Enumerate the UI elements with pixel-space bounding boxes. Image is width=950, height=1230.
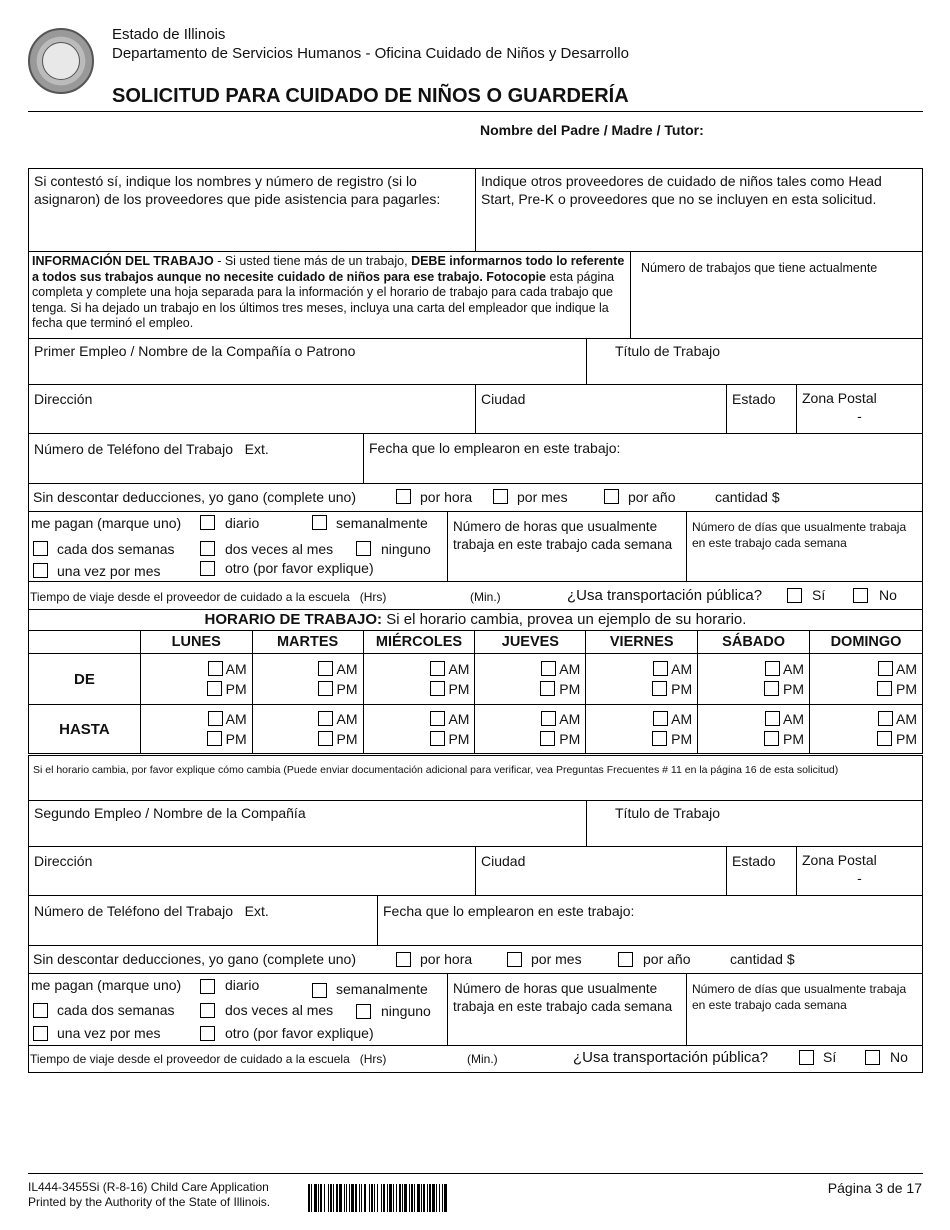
job1-travel-label: Tiempo de viaje desde el proveedor de cuidado a la escuela (Hrs) bbox=[30, 590, 387, 604]
job2-transit-si-checkbox[interactable] bbox=[799, 1050, 814, 1065]
job2-hours-label: Número de horas que usualmente trabaja en este trabajo cada semana bbox=[453, 981, 673, 1014]
job1-earnings-label: Sin descontar deducciones, yo gano (complete uno) bbox=[33, 489, 356, 505]
job1-otro-label: otro (por favor explique) bbox=[225, 560, 374, 576]
job2-por-hora-checkbox[interactable] bbox=[396, 952, 411, 967]
day-header: LUNES bbox=[140, 631, 252, 654]
job2-min-label: (Min.) bbox=[467, 1052, 498, 1066]
schedule-change-note-field[interactable] bbox=[28, 755, 923, 801]
schedule-cell[interactable]: AM PM bbox=[252, 705, 363, 754]
job2-transit-no-checkbox[interactable] bbox=[865, 1050, 880, 1065]
schedule-cell[interactable]: AM PM bbox=[698, 705, 810, 754]
page-number: Página 3 de 17 bbox=[827, 1180, 922, 1196]
schedule-cell[interactable]: AM PM bbox=[363, 654, 475, 705]
footer-rule bbox=[28, 1173, 923, 1174]
job1-paid-label: me pagan (marque uno) bbox=[31, 515, 182, 531]
schedule-cell[interactable]: AM PM bbox=[252, 654, 363, 705]
job2-diario-label: diario bbox=[225, 977, 260, 993]
job2-dos-veces-checkbox[interactable] bbox=[200, 1003, 215, 1018]
work-schedule-table bbox=[28, 630, 923, 754]
job2-phone-field[interactable] bbox=[28, 895, 378, 946]
job2-transit-no-label: No bbox=[890, 1049, 908, 1065]
job1-por-mes-checkbox[interactable] bbox=[493, 489, 508, 504]
day-header: DOMINGO bbox=[810, 631, 923, 654]
job2-transit-si-label: Sí bbox=[823, 1049, 837, 1065]
job2-zip-field[interactable] bbox=[796, 846, 923, 896]
job1-transit-si-label: Sí bbox=[812, 587, 826, 603]
job2-cada-dos-checkbox[interactable] bbox=[33, 1003, 48, 1018]
job2-dos-veces-label: dos veces al mes bbox=[225, 1002, 334, 1018]
job1-days-label: Número de días que usualmente trabaja en este trabajo cada semana bbox=[692, 520, 907, 550]
job-info-instructions bbox=[28, 251, 631, 339]
job1-cantidad-label: cantidad $ bbox=[715, 489, 780, 505]
job2-title-field[interactable] bbox=[586, 800, 923, 847]
job1-por-hora-label: por hora bbox=[420, 489, 473, 505]
schedule-cell[interactable]: AM PM bbox=[363, 705, 475, 754]
title-rule bbox=[28, 111, 923, 112]
providers-requested-label: Si contestó sí, indique los nombres y número de registro (si lo asignaron) de los proveedores que pide asistencia para pagarles: bbox=[34, 173, 441, 207]
job1-employer-label: Primer Empleo / Nombre de la Compañía o Patrono bbox=[34, 343, 356, 359]
job2-diario-checkbox[interactable] bbox=[200, 979, 215, 994]
job1-state-field[interactable] bbox=[726, 384, 797, 434]
schedule-cell[interactable]: AM PM bbox=[810, 654, 923, 705]
job1-diario-label: diario bbox=[225, 515, 260, 531]
job1-transit-no-label: No bbox=[879, 587, 897, 603]
schedule-to-row bbox=[29, 705, 923, 754]
job1-zip-dash: - bbox=[857, 407, 862, 424]
job2-employer-field[interactable] bbox=[28, 800, 587, 847]
job1-title-label: Título de Trabajo bbox=[615, 343, 721, 359]
job2-semanal-checkbox[interactable] bbox=[312, 983, 327, 998]
job-info-text-2: esta página completa y complete una hoja separada para la información y el horario de trabajo para cada trabajo que tenga. Si ha dejado un trabajo en los últimos tres meses, incluya una carta del empleador que indique la fecha que terminó el empleo. bbox=[32, 269, 615, 330]
job1-state-label: Estado bbox=[732, 391, 776, 407]
job-info-photocopy: Fotocopie bbox=[486, 269, 547, 284]
job2-title-label: Título de Trabajo bbox=[615, 805, 721, 821]
state-seal-logo bbox=[28, 28, 94, 94]
job1-una-vez-checkbox[interactable] bbox=[33, 563, 48, 578]
job2-city-field[interactable] bbox=[475, 846, 727, 896]
job2-travel-label: Tiempo de viaje desde el proveedor de cuidado a la escuela (Hrs) bbox=[30, 1052, 387, 1066]
job2-por-mes-label: por mes bbox=[531, 951, 582, 967]
agency-line-1: Estado de Illinois bbox=[112, 26, 226, 43]
job1-ninguno-label: ninguno bbox=[381, 541, 431, 557]
job1-city-field[interactable] bbox=[475, 384, 727, 434]
job1-hire-date-field[interactable] bbox=[363, 433, 923, 484]
job-info-heading: INFORMACIÓN DEL TRABAJO bbox=[32, 254, 214, 268]
job2-employer-label: Segundo Empleo / Nombre de la Compañía bbox=[34, 805, 306, 821]
job1-phone-field[interactable] bbox=[28, 433, 364, 484]
job1-una-vez-label: una vez por mes bbox=[57, 563, 161, 579]
job-info-text-1: - Si usted tiene más de un trabajo, bbox=[213, 254, 412, 268]
number-of-jobs-field[interactable] bbox=[630, 251, 923, 339]
job1-employer-field[interactable] bbox=[28, 338, 587, 385]
day-header: JUEVES bbox=[475, 631, 586, 654]
job2-ninguno-label: ninguno bbox=[381, 1003, 431, 1019]
job2-state-field[interactable] bbox=[726, 846, 797, 896]
job1-min-label: (Min.) bbox=[470, 590, 501, 604]
job2-hours-field[interactable] bbox=[447, 973, 687, 1046]
printed-by: Printed by the Authority of the State of Illinois. bbox=[28, 1195, 271, 1209]
job1-zip-field[interactable] bbox=[796, 384, 923, 434]
job2-transit-label: ¿Usa transportación pública? bbox=[573, 1049, 769, 1066]
schedule-cell[interactable]: AM PM bbox=[698, 654, 810, 705]
job1-address-field[interactable] bbox=[28, 384, 476, 434]
job2-otro-label: otro (por favor explique) bbox=[225, 1025, 374, 1041]
job1-por-ano-checkbox[interactable] bbox=[604, 489, 619, 504]
job2-por-mes-checkbox[interactable] bbox=[507, 952, 522, 967]
job2-days-field[interactable] bbox=[686, 973, 923, 1046]
job1-cada-dos-label: cada dos semanas bbox=[57, 541, 175, 557]
job2-por-ano-checkbox[interactable] bbox=[618, 952, 633, 967]
barcode-image bbox=[308, 1184, 644, 1212]
job1-transit-no-checkbox[interactable] bbox=[853, 588, 868, 603]
schedule-cell[interactable]: AM PM bbox=[140, 654, 252, 705]
day-header: MIÉRCOLES bbox=[363, 631, 475, 654]
schedule-cell[interactable]: AM PM bbox=[810, 705, 923, 754]
schedule-corner bbox=[29, 631, 141, 654]
job1-por-ano-label: por año bbox=[628, 489, 676, 505]
job2-hire-date-field[interactable] bbox=[377, 895, 923, 946]
job2-earnings-label: Sin descontar deducciones, yo gano (complete uno) bbox=[33, 951, 356, 967]
job1-days-field[interactable] bbox=[686, 511, 923, 582]
job1-address-label: Dirección bbox=[34, 391, 93, 407]
schedule-cell[interactable]: AM PM bbox=[586, 654, 698, 705]
job1-transit-si-checkbox[interactable] bbox=[787, 588, 802, 603]
agency-line-2: Departamento de Servicios Humanos - Oficina Cuidado de Niños y Desarrollo bbox=[112, 45, 629, 62]
job2-una-vez-checkbox[interactable] bbox=[33, 1026, 48, 1041]
job2-address-label: Dirección bbox=[34, 853, 93, 869]
day-header: SÁBADO bbox=[698, 631, 810, 654]
schedule-title-bold: HORARIO DE TRABAJO: bbox=[204, 611, 383, 628]
job2-otro-checkbox[interactable] bbox=[200, 1026, 215, 1041]
form-id: IL444-3455Si (R-8-16) Child Care Application bbox=[28, 1180, 269, 1194]
job2-cantidad-label: cantidad $ bbox=[730, 951, 795, 967]
schedule-cell[interactable]: AM PM bbox=[586, 705, 698, 754]
job2-days-label: Número de días que usualmente trabaja en este trabajo cada semana bbox=[692, 982, 907, 1012]
job1-otro-checkbox[interactable] bbox=[200, 561, 215, 576]
job2-paid-label: me pagan (marque uno) bbox=[31, 977, 182, 993]
job2-zip-label: Zona Postal bbox=[802, 852, 877, 868]
job1-transit-label: ¿Usa transportación pública? bbox=[567, 587, 763, 604]
job1-phone-label: Número de Teléfono del Trabajo Ext. bbox=[34, 441, 269, 457]
from-label: DE bbox=[29, 654, 141, 705]
job2-city-label: Ciudad bbox=[481, 853, 526, 869]
job2-state-label: Estado bbox=[732, 853, 776, 869]
schedule-cell[interactable]: AM PM bbox=[140, 705, 252, 754]
page-title: SOLICITUD PARA CUIDADO DE NIÑOS O GUARDERÍA bbox=[112, 85, 629, 107]
job1-dos-veces-checkbox[interactable] bbox=[200, 541, 215, 556]
job2-hire-date-label: Fecha que lo emplearon en este trabajo: bbox=[383, 903, 635, 919]
day-header: VIERNES bbox=[586, 631, 698, 654]
job2-semanal-label: semanalmente bbox=[336, 981, 428, 997]
job1-cada-dos-checkbox[interactable] bbox=[33, 541, 48, 556]
job2-ninguno-checkbox[interactable] bbox=[356, 1004, 371, 1019]
job2-una-vez-label: una vez por mes bbox=[57, 1025, 161, 1041]
providers-requested-field[interactable] bbox=[28, 168, 476, 252]
job1-hours-field[interactable] bbox=[447, 511, 687, 582]
job2-por-ano-label: por año bbox=[643, 951, 691, 967]
job1-dos-veces-label: dos veces al mes bbox=[225, 541, 334, 557]
job1-ninguno-checkbox[interactable] bbox=[356, 541, 371, 556]
job1-por-hora-checkbox[interactable] bbox=[396, 489, 411, 504]
job2-por-hora-label: por hora bbox=[420, 951, 473, 967]
job2-zip-dash: - bbox=[857, 869, 862, 886]
schedule-cell[interactable]: AM PM bbox=[475, 654, 586, 705]
job2-phone-label: Número de Teléfono del Trabajo Ext. bbox=[34, 903, 269, 919]
other-providers-label: Indique otros proveedores de cuidado de niños tales como Head Start, Pre-K o proveedores que no se incluyen en esta solicitud. bbox=[481, 173, 882, 207]
schedule-title-rest: Si el horario cambia, provea un ejemplo de su horario. bbox=[382, 611, 747, 628]
job1-hours-label: Número de horas que usualmente trabaja en este trabajo cada semana bbox=[453, 519, 673, 552]
job2-cada-dos-label: cada dos semanas bbox=[57, 1002, 175, 1018]
schedule-title bbox=[28, 609, 923, 631]
number-of-jobs-label: Número de trabajos que tiene actualmente bbox=[641, 261, 878, 275]
job1-zip-label: Zona Postal bbox=[802, 390, 877, 406]
to-label: HASTA bbox=[29, 705, 141, 754]
job1-diario-checkbox[interactable] bbox=[200, 515, 215, 530]
other-providers-field[interactable] bbox=[475, 168, 923, 252]
job2-address-field[interactable] bbox=[28, 846, 476, 896]
job-info-emphasis: DEBE informarnos todo lo referente a todos sus trabajos aunque no necesite cuidado de niños para ese trabajo. bbox=[32, 254, 625, 284]
schedule-change-note-label: Si el horario cambia, por favor explique cómo cambia (Puede enviar documentación adicional para verificar, vea Preguntas Frecuentes # 11 en la página 16 de esta solicitud) bbox=[33, 764, 839, 776]
job1-title-field[interactable] bbox=[586, 338, 923, 385]
parent-name-label: Nombre del Padre / Madre / Tutor: bbox=[480, 122, 704, 138]
job1-hire-date-label: Fecha que lo emplearon en este trabajo: bbox=[369, 440, 621, 456]
day-header: MARTES bbox=[252, 631, 363, 654]
job1-city-label: Ciudad bbox=[481, 391, 526, 407]
schedule-cell[interactable]: AM PM bbox=[475, 705, 586, 754]
job1-semanal-label: semanalmente bbox=[336, 515, 428, 531]
job1-semanal-checkbox[interactable] bbox=[312, 515, 327, 530]
job1-por-mes-label: por mes bbox=[517, 489, 568, 505]
schedule-from-row bbox=[29, 654, 923, 705]
